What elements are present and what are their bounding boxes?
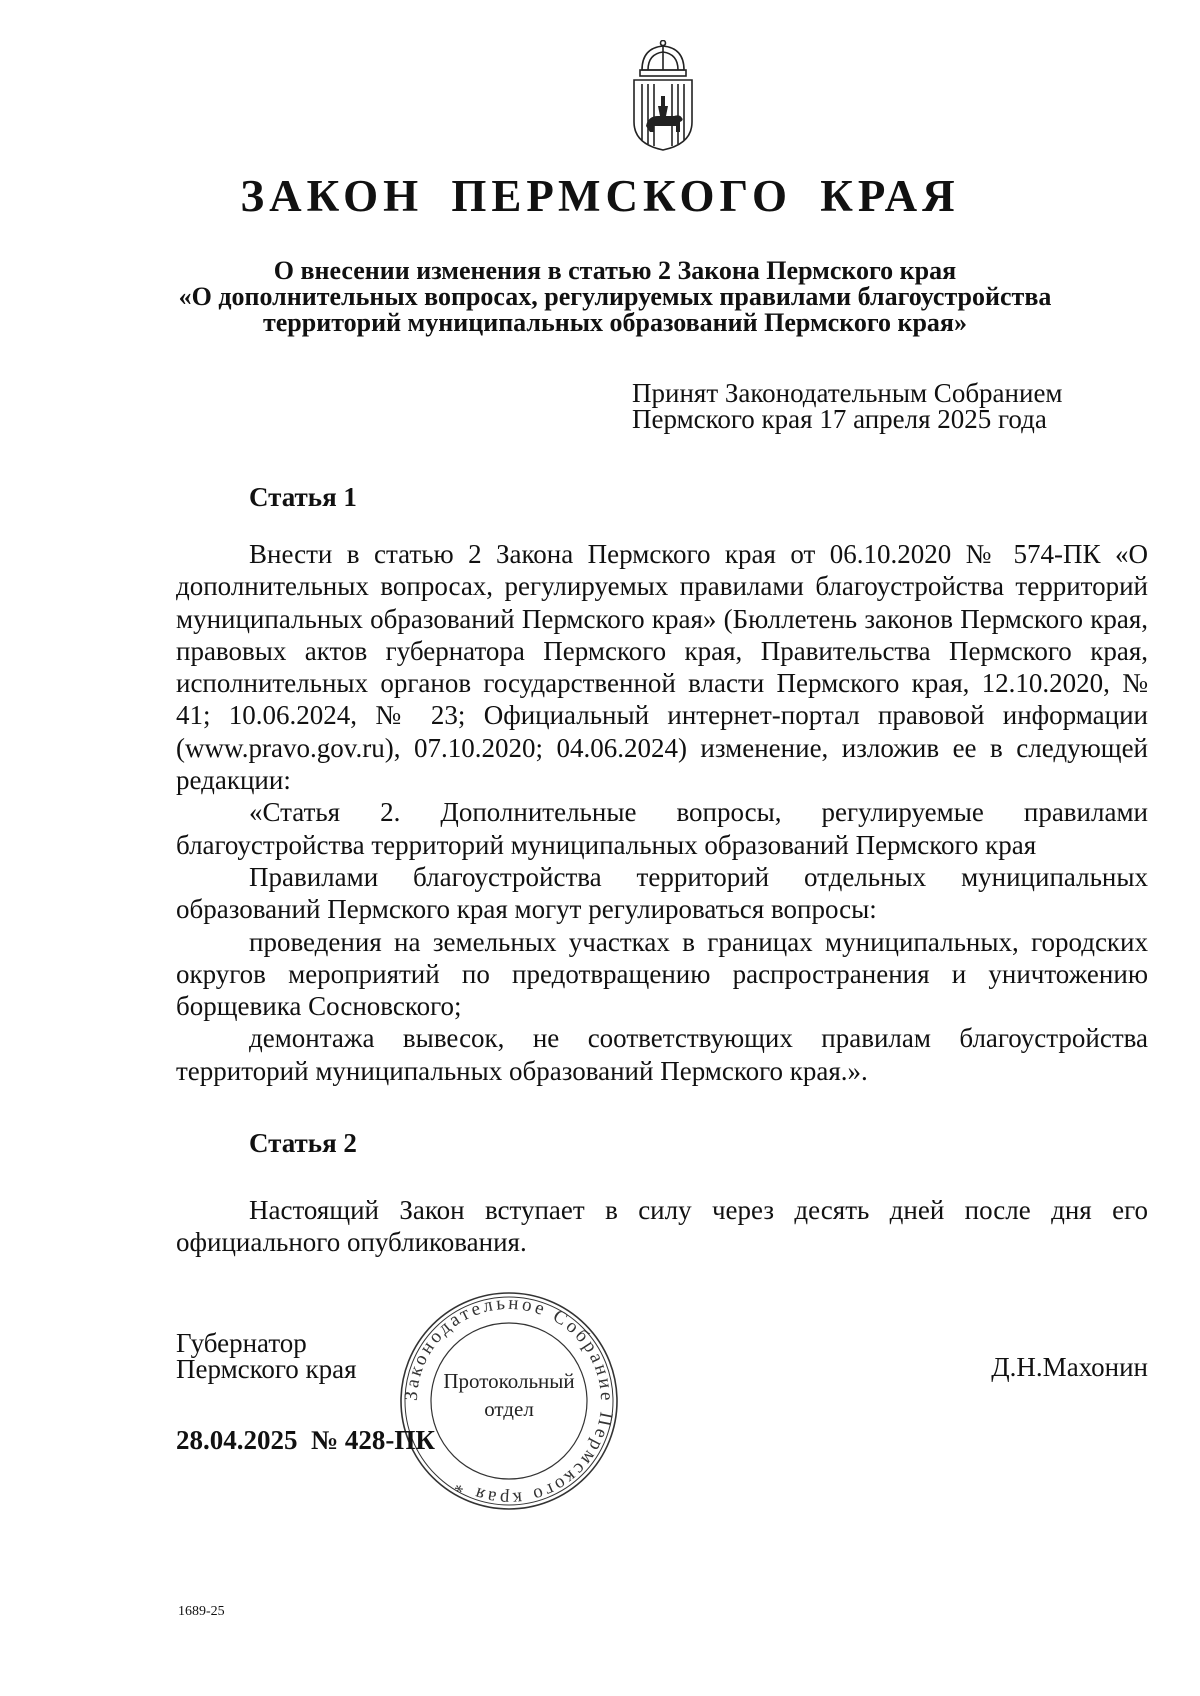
adoption-line: Пермского края 17 апреля 2025 года bbox=[632, 404, 1047, 434]
adoption-line: Принят Законодательным Собранием bbox=[632, 378, 1063, 408]
footer-code: 1689-25 bbox=[178, 1604, 225, 1619]
article-paragraph: демонтажа вывесок, не соответствующих правилам благоустройства территорий муниципальных образований Пермского края.». bbox=[176, 1023, 1148, 1086]
coat-of-arms-icon bbox=[628, 40, 698, 152]
article-2-body bbox=[176, 1194, 1148, 1259]
signatory-name: Д.Н.Махонин bbox=[991, 1352, 1148, 1382]
stamp-ring-text: Законодательное Собрание Пермского края * bbox=[400, 1292, 618, 1510]
stamp-center-text bbox=[398, 1367, 620, 1423]
article-paragraph: Настоящий Закон вступает в силу через десять дней после дня его официального опубликования. bbox=[176, 1195, 1148, 1258]
document-title: ЗАКОН ПЕРМСКОГО КРАЯ bbox=[240, 171, 960, 221]
article-2-heading: Статья 2 bbox=[249, 1128, 357, 1158]
article-paragraph: Внести в статью 2 Закона Пермского края от 06.10.2020 № 574-ПК «О дополнительных вопросах, регулируемых правилами благоустройства территорий муниципальных образований Пермского края» (Бюллетень законов Пермского края, правовых актов губернатора Пермского края, Правительства Пермского края, исполнительных органов государственной власти Пермского края, 12.10.2020, № 41; 10.06.2024, № 23; Официальный интернет-портал правовой информации (www.pravo.gov.ru), 07.10.2020; 04.06.2024) изменение, изложив ее в следующей редакции: bbox=[176, 539, 1148, 796]
article-1-heading: Статья 1 bbox=[249, 482, 357, 512]
signatory-position-line: Пермского края bbox=[176, 1354, 357, 1384]
signatory-position-line: Губернатор bbox=[176, 1328, 307, 1358]
adoption-note bbox=[632, 380, 1063, 432]
subtitle-line: «О дополнительных вопросах, регулируемых правилами благоустройства bbox=[178, 282, 1052, 311]
article-1-body bbox=[176, 538, 1148, 1087]
law-date-number: 28.04.2025 № 428-ПК bbox=[176, 1425, 435, 1455]
document-subtitle bbox=[150, 258, 1080, 336]
stamp-center-line: Протокольный bbox=[443, 1369, 575, 1393]
article-paragraph: «Статья 2. Дополнительные вопросы, регулируемые правилами благоустройства территорий муниципальных образований Пермского края bbox=[176, 797, 1148, 860]
subtitle-line: О внесении изменения в статью 2 Закона Пермского края bbox=[273, 256, 957, 285]
stamp-center-line: отдел bbox=[484, 1397, 534, 1421]
subtitle-line: территорий муниципальных образований Пермского края» bbox=[263, 308, 967, 337]
signatory-position bbox=[176, 1330, 357, 1382]
article-paragraph: Правилами благоустройства территорий отдельных муниципальных образований Пермского края могут регулироваться вопросы: bbox=[176, 861, 1148, 925]
article-paragraph: проведения на земельных участках в границах муниципальных, городских округов мероприятий по предотвращению распространения и уничтожению борщевика Сосновского; bbox=[176, 926, 1148, 1022]
